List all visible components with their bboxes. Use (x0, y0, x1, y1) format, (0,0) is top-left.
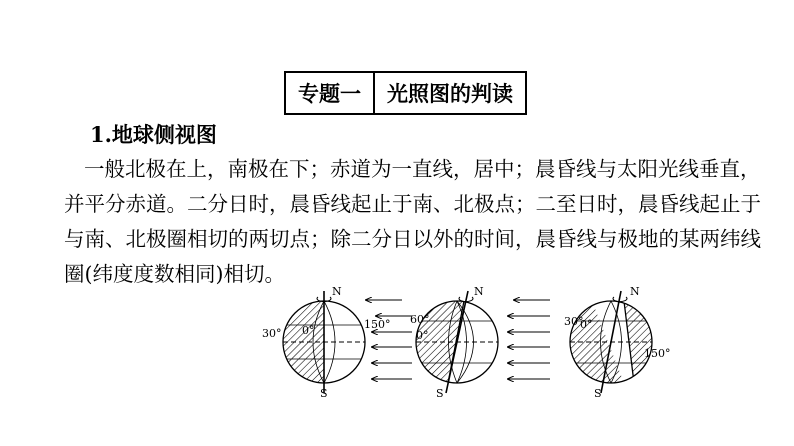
globe-1-south: S (320, 387, 328, 400)
section-heading: 1.地球侧视图 (90, 122, 217, 147)
sunlight-arrows-1 (366, 300, 412, 379)
paragraph-line: 与南、北极圈相切的两切点；除二分日以外的时间，晨昏线与极地的某两纬线 (64, 227, 761, 251)
globe-solstice-south (564, 285, 671, 400)
globe-2-north: N (474, 285, 484, 298)
paragraph-line: 圈(纬度度数相同)相切。 (64, 262, 285, 286)
topic-title-box (284, 71, 527, 115)
globe-2-south: S (436, 387, 444, 400)
globe-1-lat-0: 0° (302, 324, 315, 337)
body-paragraph (64, 152, 761, 292)
earth-side-view-figure (252, 285, 672, 400)
globe-2-lat-0: 0° (416, 329, 429, 342)
globe-3-north: N (630, 285, 640, 298)
globe-equinox (262, 285, 391, 400)
globe-solstice-north (410, 285, 498, 400)
globe-1-north: N (332, 285, 342, 298)
topic-name: 光照图的判读 (373, 73, 525, 113)
globe-1-lat-150: 150° (364, 318, 391, 331)
paragraph-line: 并平分赤道。二分日时，晨昏线起止于南、北极点；二至日时，晨昏线起止于 (64, 192, 761, 216)
globe-3-south: S (594, 387, 602, 400)
globe-1-lat-30: 30° (262, 327, 282, 340)
globe-3-lat-0: 0° (580, 318, 593, 331)
globe-3-lat-150: 150° (644, 347, 671, 360)
sunlight-arrows-2 (508, 300, 550, 379)
topic-tag: 专题一 (298, 81, 361, 106)
globe-3-lat-30: 30° (564, 315, 584, 328)
globe-2-lat-60: 60° (410, 313, 430, 326)
paragraph-line: 一般北极在上，南极在下；赤道为一直线，居中；晨昏线与太阳光线垂直， (84, 157, 761, 181)
